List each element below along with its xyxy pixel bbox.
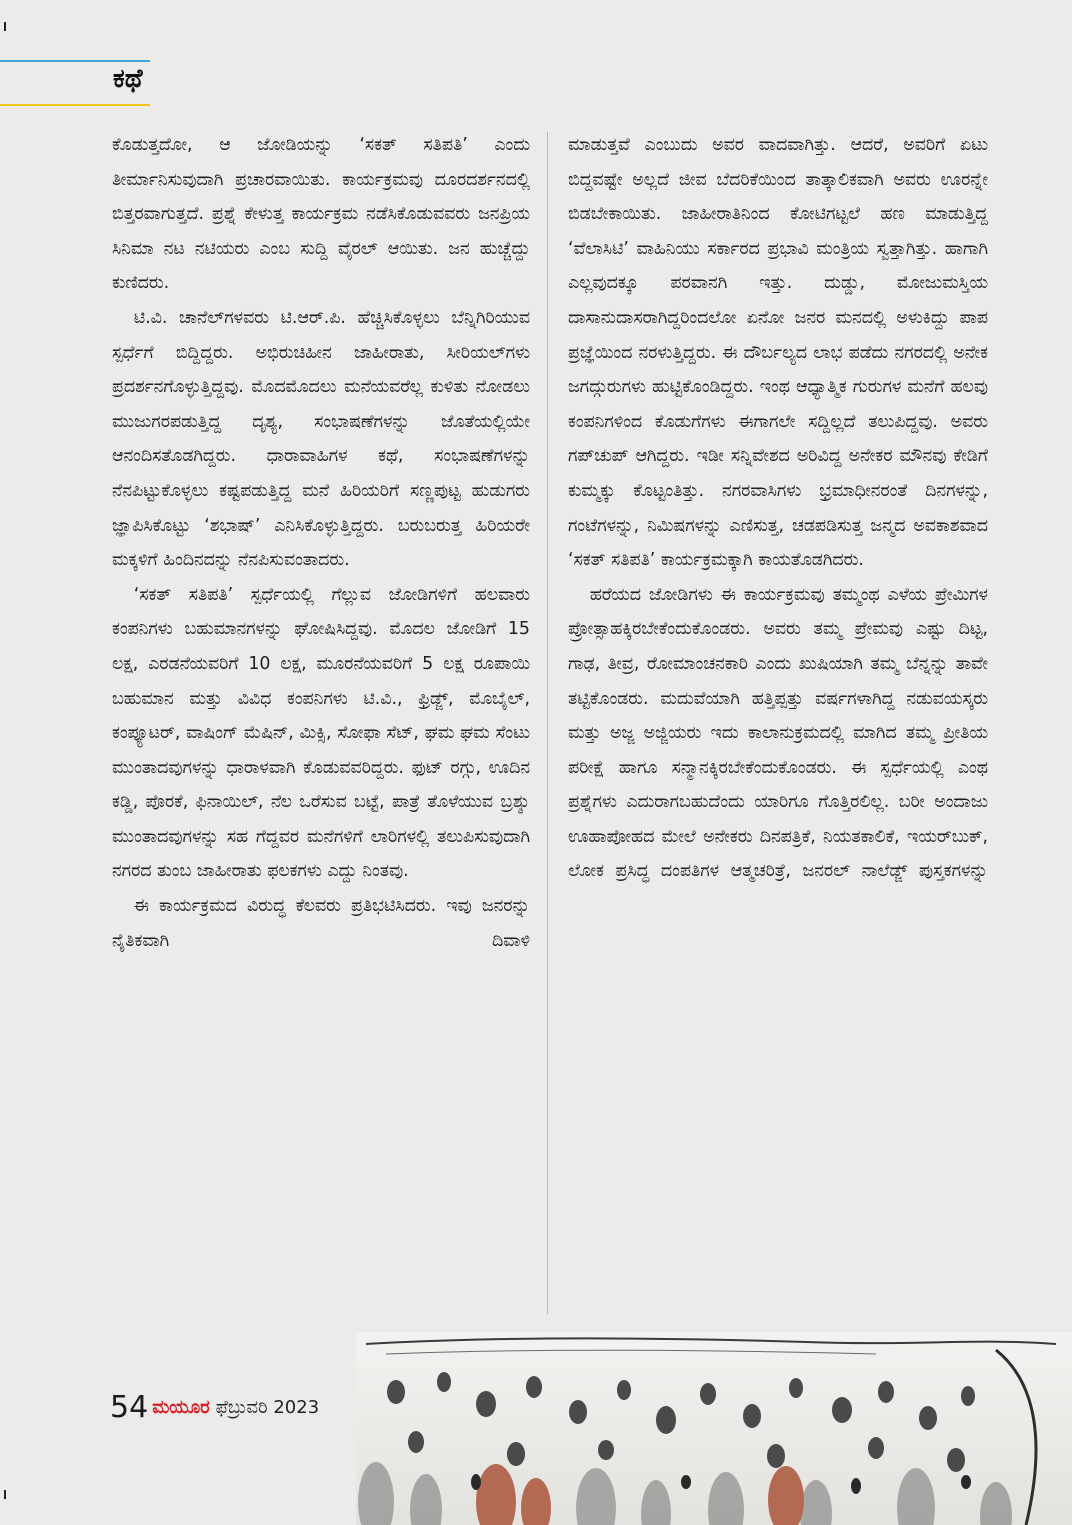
issue-date: ಫೆಬ್ರುವರಿ 2023 <box>215 1397 320 1418</box>
paragraph: ಟಿ.ವಿ. ಚಾನೆಲ್‌ಗಳವರು ಟಿ.ಆರ್.ಪಿ. ಹೆಚ್ಚಿಸಿಕೊಳ್ಳಲು ಬೆನ್ನಿಗಿರಿಯುವ ಸ್ಪರ್ಧೆಗೆ ಬಿದ್ದಿದ್ದರು. ಅಭಿರುಚಿಹೀನ ಜಾಹೀರಾತು, ಸೀರಿಯಲ್‌ಗಳು ಪ್ರದರ್ಶನಗೊಳ್ಳುತ್ತಿದ್ದವು. ಮೊದಮೊದಲು ಮನೆಯವರೆಲ್ಲ ಕುಳಿತು ನೋಡಲು ಮುಜುಗರಪಡುತ್ತಿದ್ದ ದೃಶ್ಯ, ಸಂಭಾಷಣೆಗಳನ್ನು ಜೊತೆಯಲ್ಲಿಯೇ ಆನಂದಿಸತೊಡಗಿದ್ದರು. ಧಾರಾವಾಹಿಗಳ ಕಥೆ, ಸಂಭಾಷಣೆಗಳನ್ನು ನೆನಪಿಟ್ಟುಕೊಳ್ಳಲು ಕಷ್ಟಪಡುತ್ತಿದ್ದ ಮನೆ ಹಿರಿಯರಿಗೆ ಸಣ್ಣಪುಟ್ಟ ಹುಡುಗರು ಜ್ಞಾಪಿಸಿಕೊಟ್ಟು ‘ಶಭಾಷ್’ ಎನಿಸಿಕೊಳ್ಳುತ್ತಿದ್ದರು. ಬರುಬರುತ್ತ ಹಿರಿಯರೇ ಮಕ್ಕಳಿಗೆ ಹಿಂದಿನದನ್ನು ನೆನಪಿಸುವಂತಾದರು. <box>112 307 530 571</box>
article-column-left <box>112 128 530 958</box>
paragraph: ಹರೆಯದ ಜೋಡಿಗಳು ಈ ಕಾರ್ಯಕ್ರಮವು ತಮ್ಮಂಥ ಎಳೆಯ ಪ್ರೇಮಿಗಳ ಪ್ರೋತ್ಸಾಹಕ್ಕಿರಬೇಕೆಂದುಕೊಂಡರು. ಅವರು ತಮ್ಮ ಪ್ರೇಮವು ಎಷ್ಟು ದಿಟ್ಟ, ಗಾಢ, ತೀವ್ರ, ರೋಮಾಂಚನಕಾರಿ ಎಂದು ಖುಷಿಯಾಗಿ ತಮ್ಮ ಬೆನ್ನನ್ನು ತಾವೇ ತಟ್ಟಿಕೊಂಡರು. ಮದುವೆಯಾಗಿ ಹತ್ತಿಪ್ಪತ್ತು ವರ್ಷಗಳಾಗಿದ್ದ ನಡುವಯಸ್ಕರು ಮತ್ತು ಅಜ್ಜ ಅಜ್ಜಿಯರು ಇದು ಕಾಲಾನುಕ್ರಮದಲ್ಲಿ ಮಾಗಿದ ತಮ್ಮ ಪ್ರೀತಿಯ ಪರೀಕ್ಷೆ ಹಾಗೂ ಸನ್ಮಾನಕ್ಕಿರಬೇಕೆಂದುಕೊಂಡರು. ಈ ಸ್ಪರ್ಧೆಯಲ್ಲಿ ಎಂಥ ಪ್ರಶ್ನೆಗಳು ಎದುರಾಗಬಹುದೆಂದು ಯಾರಿಗೂ ಗೊತ್ತಿರಲಿಲ್ಲ. ಬರೀ ಅಂದಾಜು ಊಹಾಪೋಹದ ಮೇಲೆ ಅನೇಕರು ದಿನಪತ್ರಿಕೆ, ನಿಯತಕಾಲಿಕೆ, ಇಯರ್‌ಬುಕ್, ಲೋಕ ಪ್ರಸಿದ್ಧ ದಂಪತಿಗಳ ಆತ್ಮಚರಿತ್ರೆ, ಜನರಲ್ ನಾಲೆಡ್ಜ್ ಪುಸ್ತಕಗಳನ್ನು <box>568 584 988 882</box>
paragraph: ಮಾಡುತ್ತವೆ ಎಂಬುದು ಅವರ ವಾದವಾಗಿತ್ತು. ಆದರೆ, ಅವರಿಗೆ ಏಟು ಬಿದ್ದವಷ್ಟೇ ಅಲ್ಲದೆ ಜೀವ ಬೆದರಿಕೆಯಿಂದ ತಾತ್ಕಾಲಿಕವಾಗಿ ಅವರು ಊರನ್ನೇ ಬಿಡಬೇಕಾಯಿತು. ಜಾಹೀರಾತಿನಿಂದ ಕೋಟಿಗಟ್ಟಲೆ ಹಣ ಮಾಡುತ್ತಿದ್ದ ‘ವೆಲಾಸಿಟಿ’ ವಾಹಿನಿಯು ಸರ್ಕಾರದ ಪ್ರಭಾವಿ ಮಂತ್ರಿಯ ಸ್ವತ್ತಾಗಿತ್ತು. ಹಾಗಾಗಿ ಎಲ್ಲವುದಕ್ಕೂ ಪರವಾನಗಿ ಇತ್ತು. ದುಡ್ಡು, ಮೋಜುಮಸ್ತಿಯ ದಾಸಾನುದಾಸರಾಗಿದ್ದರಿಂದಲೋ ಏನೋ ಜನರ ಮನದಲ್ಲಿ ಅಳುಕಿದ್ದು ಪಾಪ ಪ್ರಜ್ಞೆಯಿಂದ ನರಳುತ್ತಿದ್ದರು. ಈ ದೌರ್ಬಲ್ಯದ ಲಾಭ ಪಡೆದು ನಗರದಲ್ಲಿ ಅನೇಕ ಜಗದ್ಗುರುಗಳು ಹುಟ್ಟಿಕೊಂಡಿದ್ದರು. ಇಂಥ ಆಧ್ಯಾತ್ಮಿಕ ಗುರುಗಳ ಮನೆಗೆ ಹಲವು ಕಂಪನಿಗಳಿಂದ ಕೊಡುಗೆಗಳು ಈಗಾಗಲೇ ಸದ್ದಿಲ್ಲದೆ ತಲುಪಿದ್ದವು. ಅವರು ಗಪ್‌ಚುಪ್ ಆಗಿದ್ದರು. ಇಡೀ ಸನ್ನಿವೇಶದ ಅರಿವಿದ್ದ ಅನೇಕರ ಮೌನವು ಕೇಡಿಗೆ ಕುಮ್ಮಕ್ಕು ಕೊಟ್ಟಂತಿತ್ತು. ನಗರವಾಸಿಗಳು ಭ್ರಮಾಧೀನರಂತೆ ದಿನಗಳನ್ನು, ಗಂಟೆಗಳನ್ನು, ನಿಮಿಷಗಳನ್ನು ಎಣಿಸುತ್ತ, ಚಡಪಡಿಸುತ್ತ ಜನ್ಮದ ಅವಕಾಶವಾದ ‘ಸಕತ್ ಸತಿಪತಿ’ ಕಾರ್ಯಕ್ರಮಕ್ಕಾಗಿ ಕಾಯತೊಡಗಿದರು. <box>568 135 988 571</box>
section-label: ಕಥೆ <box>113 64 143 94</box>
paragraph: ಈ ಕಾರ್ಯಕ್ರಮದ ವಿರುದ್ಧ ಕೆಲವರು ಪ್ರತಿಭಟಿಸಿದರು. ಇವು ಜನರನ್ನು ನೈತಿಕವಾಗಿ ದಿವಾಳಿ <box>112 896 530 951</box>
paragraph: ಕೊಡುತ್ತದೋ, ಆ ಜೋಡಿಯನ್ನು ‘ಸಕತ್ ಸತಿಪತಿ’ ಎಂದು ತೀರ್ಮಾನಿಸುವುದಾಗಿ ಪ್ರಚಾರವಾಯಿತು. ಕಾರ್ಯಕ್ರಮವು ದೂರದರ್ಶನದಲ್ಲಿ ಬಿತ್ತರವಾಗುತ್ತದೆ. ಪ್ರಶ್ನೆ ಕೇಳುತ್ತ ಕಾರ್ಯಕ್ರಮ ನಡೆಸಿಕೊಡುವವರು ಜನಪ್ರಿಯ ಸಿನಿಮಾ ನಟ ನಟಿಯರು ಎಂಬ ಸುದ್ದಿ ವೈರಲ್ ಆಯಿತು. ಜನ ಹುಚ್ಚೆದ್ದು ಕುಣಿದರು. <box>112 135 530 294</box>
header-rule-yellow <box>0 104 150 106</box>
article-column-right <box>568 128 988 889</box>
header-rule-blue <box>0 60 150 62</box>
page-footer <box>110 1390 319 1425</box>
column-divider <box>547 132 548 1314</box>
crop-mark <box>4 1490 6 1499</box>
page-number: 54 <box>110 1390 149 1425</box>
magazine-name: ಮಯೂರ <box>152 1397 210 1418</box>
story-illustration <box>356 1332 1072 1525</box>
crop-mark <box>4 22 6 31</box>
paragraph: ‘ಸಕತ್ ಸತಿಪತಿ’ ಸ್ಪರ್ಧೆಯಲ್ಲಿ ಗೆಲ್ಲುವ ಜೋಡಿಗಳಿಗೆ ಹಲವಾರು ಕಂಪನಿಗಳು ಬಹುಮಾನಗಳನ್ನು ಘೋಷಿಸಿದ್ದವು. ಮೊದಲ ಜೋಡಿಗೆ 15 ಲಕ್ಷ, ಎರಡನೆಯವರಿಗೆ 10 ಲಕ್ಷ, ಮೂರನೆಯವರಿಗೆ 5 ಲಕ್ಷ ರೂಪಾಯಿ ಬಹುಮಾನ ಮತ್ತು ವಿವಿಧ ಕಂಪನಿಗಳು ಟಿ.ವಿ., ಫ್ರಿಡ್ಜ್, ಮೊಬೈಲ್, ಕಂಪ್ಯೂಟರ್, ವಾಷಿಂಗ್ ಮೆಷಿನ್, ಮಿಕ್ಸಿ, ಸೋಫಾ ಸೆಟ್, ಘಮ ಘಮ ಸೆಂಟು ಮುಂತಾದವುಗಳನ್ನು ಧಾರಾಳವಾಗಿ ಕೊಡುವವರಿದ್ದರು. ಫುಟ್ ರಗ್ಗು, ಊದಿನ ಕಡ್ಡಿ, ಪೊರಕೆ, ಫಿನಾಯಿಲ್, ನೆಲ ಒರೆಸುವ ಬಟ್ಟೆ, ಪಾತ್ರೆ ತೊಳೆಯುವ ಬ್ರಶ್ಶು ಮುಂತಾದವುಗಳನ್ನು ಸಹ ಗೆದ್ದವರ ಮನೆಗಳಿಗೆ ಲಾರಿಗಳಲ್ಲಿ ತಲುಪಿಸುವುದಾಗಿ ನಗರದ ತುಂಬ ಜಾಹೀರಾತು ಫಲಕಗಳು ಎದ್ದು ನಿಂತವು. <box>112 584 530 882</box>
